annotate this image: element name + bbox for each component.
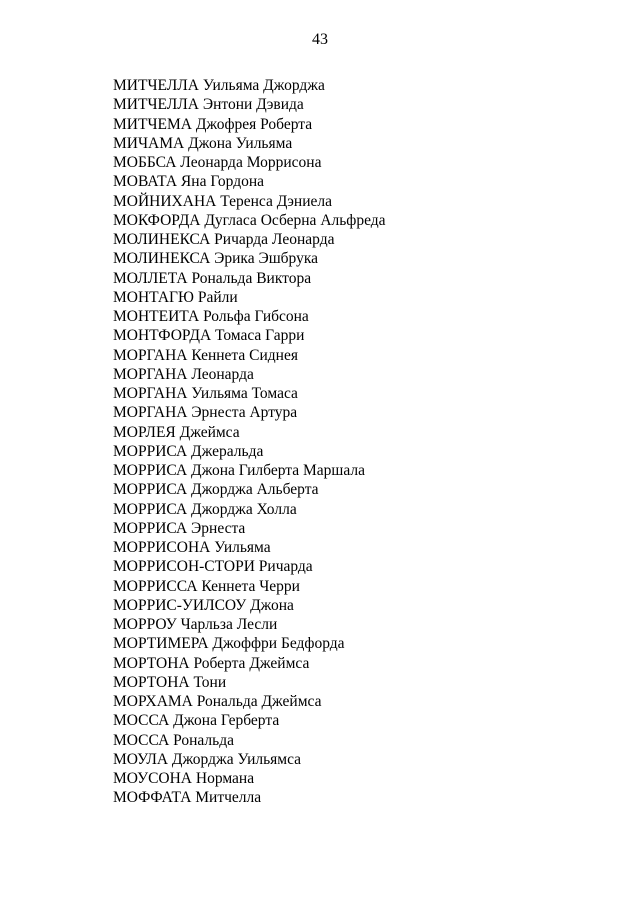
list-item: МИЧАМА Джона Уильяма [113,134,293,152]
list-item: МОРРИСА Эрнеста [113,519,246,537]
list-item: МОРРИС-УИЛСОУ Джона [113,596,294,614]
list-item: МОРРОУ Чарльза Лесли [113,616,278,633]
list-item: МОЛИНЕКСА Ричарда Леонарда [113,231,335,248]
list-item: МОНТФОРДА Томаса Гарри [113,327,305,345]
list-item: МОРГАНА Эрнеста Артура [113,404,298,422]
name-list [113,76,386,808]
page-number: 43 [312,31,328,48]
list-item: МОРЛЕЯ Джеймса [113,423,240,441]
list-item: МОВАТА Яна Гордона [113,173,265,191]
list-item: МОССА Рональда [113,731,235,749]
list-item: МОРГАНА Уильяма Томаса [113,385,298,402]
list-item: МОССА Джона Герберта [113,712,280,730]
list-item: МИТЧЕЛЛА Уильяма Джорджа [113,77,325,94]
list-item: МОЛИНЕКСА Эрика Эшбрука [113,250,319,268]
list-item: МОРТИМЕРА Джоффри Бедфорда [113,635,345,653]
list-item: МОРРИСОН-СТОРИ Ричарда [113,558,313,576]
list-item: МОРРИССА Кеннета Черри [113,577,300,595]
list-item: МОУЛА Джорджа Уильямса [113,750,302,768]
list-item: МОББСА Леонарда Моррисона [113,154,322,171]
list-item: МОУСОНА Нормана [113,770,255,787]
list-item: МОКФОРДА Дугласа Осберна Альфреда [113,211,386,229]
list-item: МОНТАГЮ Райли [113,288,238,306]
list-item: МОРРИСА Джона Гилберта Маршала [113,462,365,479]
list-item: МОРГАНА Леонарда [113,365,254,383]
list-item: МОРХАМА Рональда Джеймса [113,693,322,710]
list-item: МОРТОНА Роберта Джеймса [113,654,310,672]
list-item: МОРРИСА Джорджа Альберта [113,481,319,499]
list-item: МИТЧЕМА Джофрея Роберта [113,115,313,133]
list-item: МОРРИСА Джеральда [113,442,264,460]
list-item: МОРТОНА Тони [113,673,227,691]
list-item: МОРРИСА Джорджа Холла [113,500,297,518]
list-item: МОРГАНА Кеннета Сиднея [113,346,298,364]
list-item: МОЙНИХАНА Теренса Дэниела [113,192,333,210]
list-item: МОЛЛЕТА Рональда Виктора [113,269,312,287]
list-item: МИТЧЕЛЛА Энтони Дэвида [113,96,304,114]
list-item: МОРРИСОНА Уильяма [113,539,271,556]
list-item: МОФФАТА Митчелла [113,789,262,807]
list-item: МОНТЕИТА Рольфа Гибсона [113,308,309,325]
